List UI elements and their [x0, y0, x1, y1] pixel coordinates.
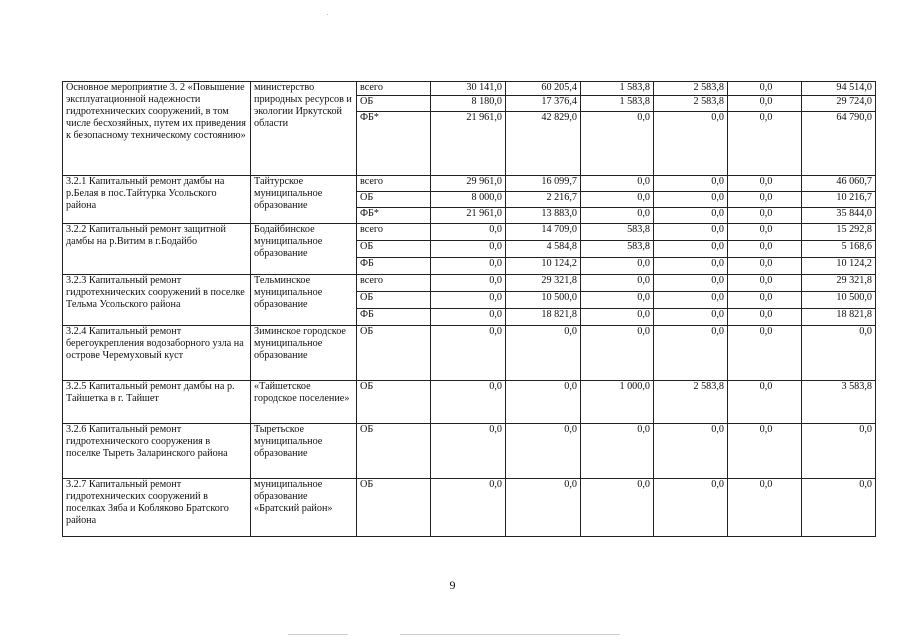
executor-cell: муниципальное образование «Братский район»	[251, 479, 357, 537]
funding-source-cell: ФБ	[357, 309, 431, 326]
executor-cell: «Тайшетское городское поселение»	[251, 381, 357, 424]
year-value-cell: 0,0	[431, 326, 506, 381]
funding-source-cell: ОБ	[357, 326, 431, 381]
year-value-cell: 0,0	[654, 224, 728, 241]
table-row	[63, 479, 876, 537]
year-value-cell: 0,0	[431, 292, 506, 309]
executor-cell: Тыретьское муниципальное образование	[251, 424, 357, 479]
year-value-cell: 0,0	[506, 479, 581, 537]
year-value-cell: 17 376,4	[506, 96, 581, 112]
year-value-cell: 21 961,0	[431, 112, 506, 176]
year-value-cell: 0,0	[654, 424, 728, 479]
table-body	[63, 82, 876, 537]
year-value-cell: 0,0	[581, 309, 654, 326]
scan-mark	[327, 14, 328, 15]
year-value-cell: 0,0	[728, 258, 802, 275]
year-value-cell: 0,0	[581, 192, 654, 208]
total-value-cell: 35 844,0	[802, 208, 876, 224]
year-value-cell: 0,0	[506, 424, 581, 479]
year-value-cell: 0,0	[654, 241, 728, 258]
measure-name-cell: 3.2.2 Капитальный ремонт защитной дамбы на р.Витим в г.Бодайбо	[63, 224, 251, 275]
year-value-cell: 14 709,0	[506, 224, 581, 241]
total-value-cell: 15 292,8	[802, 224, 876, 241]
year-value-cell: 0,0	[506, 326, 581, 381]
executor-cell: Тельминское муниципальное образование	[251, 275, 357, 326]
year-value-cell: 0,0	[506, 381, 581, 424]
year-value-cell: 4 584,8	[506, 241, 581, 258]
year-value-cell: 0,0	[728, 241, 802, 258]
year-value-cell: 8 180,0	[431, 96, 506, 112]
year-value-cell: 2 216,7	[506, 192, 581, 208]
total-value-cell: 10 500,0	[802, 292, 876, 309]
scan-mark	[288, 634, 348, 635]
year-value-cell: 0,0	[728, 479, 802, 537]
executor-cell: Зиминское городское муниципальное образование	[251, 326, 357, 381]
year-value-cell: 10 500,0	[506, 292, 581, 309]
year-value-cell: 0,0	[728, 292, 802, 309]
total-value-cell: 5 168,6	[802, 241, 876, 258]
budget-table	[62, 81, 876, 537]
funding-source-cell: ОБ	[357, 241, 431, 258]
year-value-cell: 0,0	[654, 208, 728, 224]
total-value-cell: 10 216,7	[802, 192, 876, 208]
funding-source-cell: ОБ	[357, 479, 431, 537]
year-value-cell: 0,0	[431, 381, 506, 424]
funding-source-cell: всего	[357, 275, 431, 292]
funding-source-cell: ОБ	[357, 192, 431, 208]
year-value-cell: 2 583,8	[654, 82, 728, 96]
year-value-cell: 0,0	[728, 381, 802, 424]
funding-source-cell: ФБ*	[357, 208, 431, 224]
year-value-cell: 0,0	[581, 424, 654, 479]
year-value-cell: 0,0	[728, 192, 802, 208]
total-value-cell: 0,0	[802, 424, 876, 479]
year-value-cell: 0,0	[728, 224, 802, 241]
year-value-cell: 29 321,8	[506, 275, 581, 292]
funding-source-cell: ОБ	[357, 96, 431, 112]
year-value-cell: 0,0	[581, 479, 654, 537]
year-value-cell: 21 961,0	[431, 208, 506, 224]
year-value-cell: 29 961,0	[431, 176, 506, 192]
year-value-cell: 30 141,0	[431, 82, 506, 96]
table-row	[63, 424, 876, 479]
total-value-cell: 3 583,8	[802, 381, 876, 424]
executor-cell: Бодайбинское муниципальное образование	[251, 224, 357, 275]
table-row	[63, 381, 876, 424]
year-value-cell: 0,0	[581, 176, 654, 192]
year-value-cell: 10 124,2	[506, 258, 581, 275]
total-value-cell: 18 821,8	[802, 309, 876, 326]
year-value-cell: 0,0	[431, 241, 506, 258]
year-value-cell: 0,0	[581, 258, 654, 275]
year-value-cell: 0,0	[654, 326, 728, 381]
year-value-cell: 0,0	[728, 326, 802, 381]
year-value-cell: 0,0	[431, 224, 506, 241]
total-value-cell: 0,0	[802, 479, 876, 537]
year-value-cell: 18 821,8	[506, 309, 581, 326]
year-value-cell: 0,0	[654, 309, 728, 326]
year-value-cell: 0,0	[728, 275, 802, 292]
funding-source-cell: ФБ*	[357, 112, 431, 176]
measure-name-cell: 3.2.4 Капитальный ремонт берегоукрепления водозаборного узла на острове Черемуховый куст	[63, 326, 251, 381]
year-value-cell: 0,0	[728, 112, 802, 176]
year-value-cell: 1 583,8	[581, 96, 654, 112]
page-number: 9	[449, 578, 456, 592]
year-value-cell: 0,0	[728, 96, 802, 112]
year-value-cell: 8 000,0	[431, 192, 506, 208]
table-row	[63, 224, 876, 241]
year-value-cell: 0,0	[581, 208, 654, 224]
executor-cell: Тайтурское муниципальное образование	[251, 176, 357, 224]
year-value-cell: 0,0	[431, 258, 506, 275]
total-value-cell: 64 790,0	[802, 112, 876, 176]
year-value-cell: 583,8	[581, 224, 654, 241]
funding-source-cell: ОБ	[357, 424, 431, 479]
table-row	[63, 326, 876, 381]
table-row	[63, 82, 876, 96]
year-value-cell: 0,0	[654, 176, 728, 192]
year-value-cell: 1 000,0	[581, 381, 654, 424]
year-value-cell: 0,0	[728, 82, 802, 96]
total-value-cell: 0,0	[802, 326, 876, 381]
funding-source-cell: всего	[357, 176, 431, 192]
funding-source-cell: ФБ	[357, 258, 431, 275]
funding-source-cell: всего	[357, 82, 431, 96]
year-value-cell: 0,0	[581, 112, 654, 176]
year-value-cell: 16 099,7	[506, 176, 581, 192]
total-value-cell: 46 060,7	[802, 176, 876, 192]
year-value-cell: 1 583,8	[581, 82, 654, 96]
total-value-cell: 94 514,0	[802, 82, 876, 96]
year-value-cell: 13 883,0	[506, 208, 581, 224]
measure-name-cell: 3.2.3 Капитальный ремонт гидротехнических сооружений в поселке Тельма Усольского района	[63, 275, 251, 326]
year-value-cell: 0,0	[654, 112, 728, 176]
year-value-cell: 0,0	[728, 176, 802, 192]
year-value-cell: 2 583,8	[654, 96, 728, 112]
year-value-cell: 0,0	[728, 424, 802, 479]
total-value-cell: 29 321,8	[802, 275, 876, 292]
table-row	[63, 176, 876, 192]
year-value-cell: 0,0	[581, 326, 654, 381]
total-value-cell: 10 124,2	[802, 258, 876, 275]
measure-name-cell: 3.2.5 Капитальный ремонт дамбы на р. Тайшетка в г. Тайшет	[63, 381, 251, 424]
year-value-cell: 0,0	[431, 275, 506, 292]
scan-mark	[400, 634, 620, 635]
total-value-cell: 29 724,0	[802, 96, 876, 112]
year-value-cell: 0,0	[654, 192, 728, 208]
year-value-cell: 0,0	[581, 275, 654, 292]
funding-source-cell: всего	[357, 224, 431, 241]
year-value-cell: 0,0	[581, 292, 654, 309]
year-value-cell: 60 205,4	[506, 82, 581, 96]
measure-name-cell: 3.2.6 Капитальный ремонт гидротехнического сооружения в поселке Тыреть Заларинского района	[63, 424, 251, 479]
measure-name-cell: 3.2.1 Капитальный ремонт дамбы на р.Белая в пос.Тайтурка Усольского района	[63, 176, 251, 224]
year-value-cell: 2 583,8	[654, 381, 728, 424]
year-value-cell: 0,0	[654, 275, 728, 292]
funding-source-cell: ОБ	[357, 381, 431, 424]
year-value-cell: 583,8	[581, 241, 654, 258]
year-value-cell: 0,0	[431, 424, 506, 479]
measure-name-cell: 3.2.7 Капитальный ремонт гидротехнических сооружений в поселках Зяба и Кобляково Братского района	[63, 479, 251, 537]
year-value-cell: 42 829,0	[506, 112, 581, 176]
funding-source-cell: ОБ	[357, 292, 431, 309]
table-row	[63, 275, 876, 292]
year-value-cell: 0,0	[728, 208, 802, 224]
year-value-cell: 0,0	[654, 258, 728, 275]
year-value-cell: 0,0	[654, 479, 728, 537]
year-value-cell: 0,0	[728, 309, 802, 326]
executor-cell: министерство природных ресурсов и экологии Иркутской области	[251, 82, 357, 176]
measure-name-cell: Основное мероприятие 3. 2 «Повышение эксплуатационной надежности гидротехнических сооружений, в том числе бесхозяйных, путем их приведения к безопасному техническому состоянию»	[63, 82, 251, 176]
year-value-cell: 0,0	[431, 479, 506, 537]
year-value-cell: 0,0	[431, 309, 506, 326]
year-value-cell: 0,0	[654, 292, 728, 309]
